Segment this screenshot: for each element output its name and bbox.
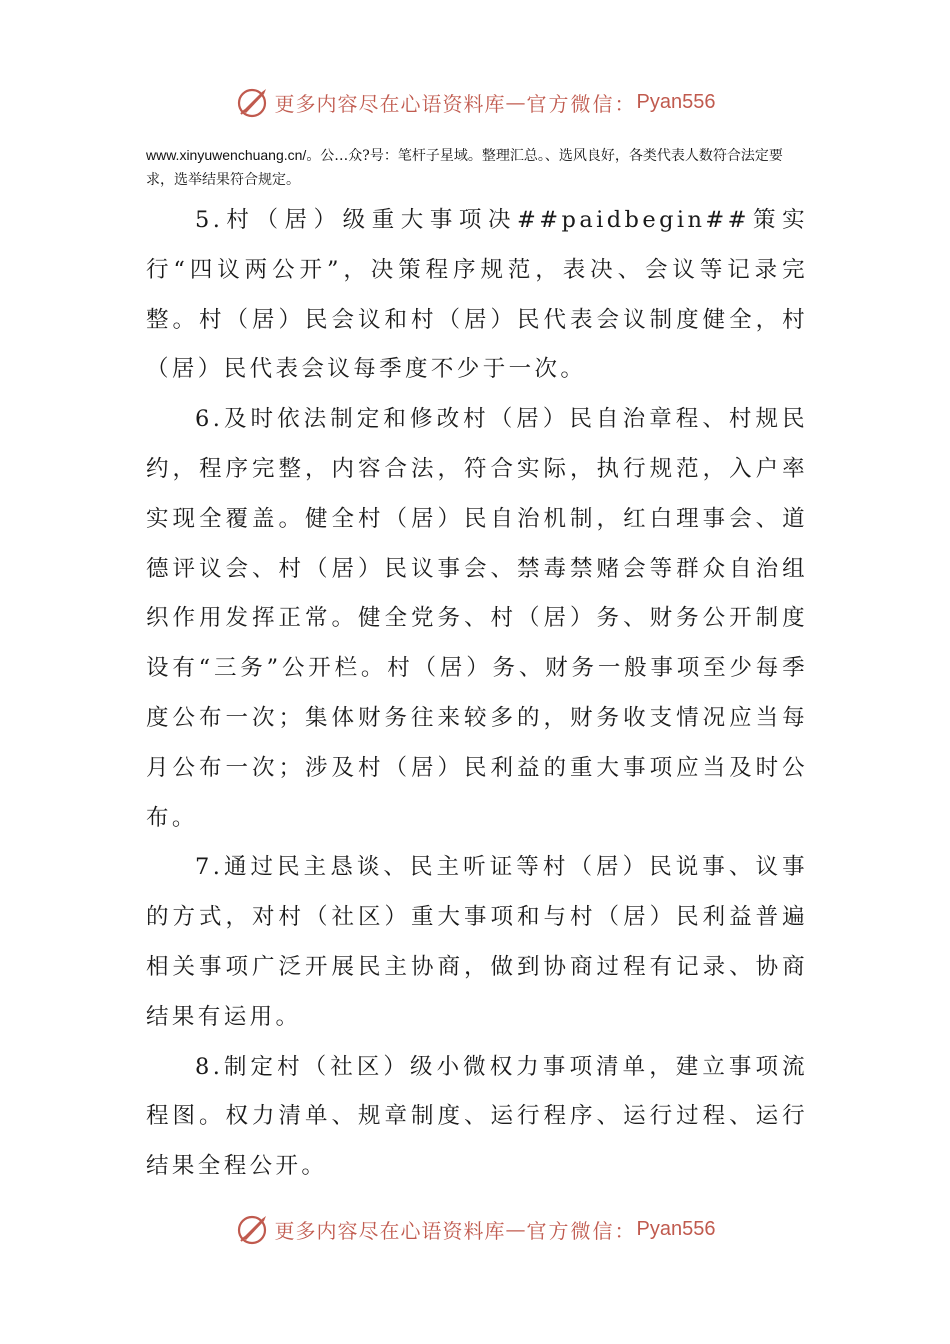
document-body (146, 196, 808, 1192)
watermark-wechat-id: Pyan556 (636, 90, 716, 113)
watermark-dash: — (505, 90, 527, 114)
header-note-url: www.xinyuwenchuang.cn/ (146, 147, 307, 163)
paragraph-6: 6.及时依法制定和修改村（居）民自治章程、村规民约，程序完整，内容合法，符合实际，执行规范，入户率实现全覆盖。健全村（居）民自治机制，红白理事会、道德评议会、村（居）民议事会、禁毒禁赌会等群众自治组织作用发挥正常。健全党务、村（居）务、财务公开制度设有“三务”公开栏。村（居）务、财务一般事项至少每季度公布一次；集体财务往来较多的，财务收支情况应当每月公布一次；涉及村（居）民利益的重大事项应当及时公布。 (146, 406, 808, 831)
header-note (146, 143, 810, 192)
paragraph-8: 8.制定村（社区）级小微权力事项清单，建立事项流程图。权力清单、规章制度、运行程序、运行过程、运行结果全程公开。 (146, 1053, 808, 1180)
paragraph-5: 5.村（居）级重大事项决##paidbegin##策实行“四议两公开”，决策程序规范，表决、会议等记录完整。村（居）民会议和村（居）民代表会议制度健全，村（居）民代表会议每季度不少于一次。 (146, 207, 808, 383)
pen-logo-icon (235, 1211, 271, 1247)
watermark-banner-bottom (0, 1207, 950, 1251)
watermark-wechat-id: Pyan556 (636, 1217, 716, 1240)
watermark-site-name: 更多内容尽在心语资料库 (274, 1218, 506, 1243)
watermark-banner-top (0, 80, 950, 124)
watermark-site-name: 更多内容尽在心语资料库 (274, 91, 506, 116)
paragraph-7: 7.通过民主恳谈、民主听证等村（居）民说事、议事的方式，对村（社区）重大事项和与村（居）民利益普遍相关事项广泛开展民主协商，做到协商过程有记录、协商结果有运用。 (146, 854, 808, 1030)
header-note-text: 。公…众?号：笔杆子星域。整理汇总。、选风良好，各类代表人数符合法定要求，选举结果符合规定。 (146, 148, 783, 188)
watermark-wechat-label: 官方微信： (526, 1218, 637, 1243)
pen-logo-icon (235, 84, 271, 120)
watermark-wechat-label: 官方微信： (526, 91, 637, 116)
watermark-dash: — (505, 1217, 527, 1241)
